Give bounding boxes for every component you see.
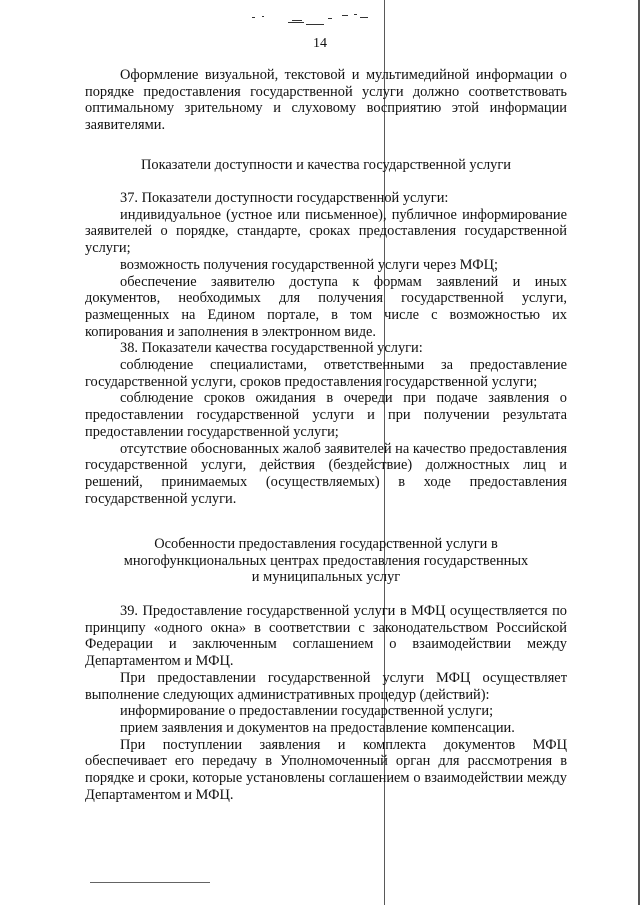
paragraph: отсутствие обоснованных жалоб заявителей на качество предоставления государственной услуги, действия (бездействие) должностных лиц и решений, принимаемых (осуществляемых) в ходе предоставления государственной услуги. bbox=[85, 440, 568, 507]
paragraph: информирование о предоставлении государственной услуги; bbox=[120, 703, 494, 720]
section-heading-accessibility bbox=[85, 157, 567, 174]
scan-noise bbox=[230, 8, 380, 30]
paragraph: обеспечение заявителю доступа к формам заявлений и иных документов, необходимых для получения государственной услуги, размещенных на Едином портале, в том числе с возможностью их копирования и заполнения в электронном виде. bbox=[85, 273, 567, 340]
mfc-block bbox=[85, 603, 567, 803]
section-heading-mfc bbox=[85, 536, 567, 586]
paragraph: прием заявления и документов на предоставление компенсации. bbox=[120, 719, 515, 736]
paragraph: Оформление визуальной, текстовой и мультимедийной информации о порядке предоставления государственной услуги должно соответствовать оптимальному зрительному и слуховому восприятию этой информации заявителями. bbox=[85, 67, 567, 134]
heading-line: Особенности предоставления государственной услуги в bbox=[154, 536, 498, 552]
paragraph: 38. Показатели качества государственной услуги: bbox=[120, 340, 423, 357]
accessibility-quality-block bbox=[85, 190, 567, 507]
paragraph: возможность получения государственной услуги через МФЦ; bbox=[120, 256, 499, 273]
paragraph: соблюдение специалистами, ответственными за предоставление государственной услуги, сроков предоставления государственной услуги; bbox=[85, 357, 567, 390]
paragraph: 37. Показатели доступности государственной услуги: bbox=[120, 190, 449, 206]
scan-bottom-line bbox=[90, 882, 210, 883]
intro-paragraph-block bbox=[85, 67, 567, 134]
heading-line: многофункциональных центрах предоставления государственных bbox=[123, 552, 529, 569]
paragraph: При поступлении заявления и комплекта документов МФЦ обеспечивает его передачу в Уполномоченный орган для рассмотрения в порядке и сроки, которые установлены соглашением о взаимодействии между Департаментом и МФЦ. bbox=[85, 736, 567, 803]
heading-line: и муниципальных услуг bbox=[251, 569, 401, 586]
paragraph: При предоставлении государственной услуги МФЦ осуществляет выполнение следующих административных процедур (действий): bbox=[85, 669, 567, 703]
paragraph: индивидуальное (устное или письменное), публичное информирование заявителей о порядке, стандарте, сроках предоставления государственной услуги; bbox=[85, 206, 567, 257]
paragraph: соблюдение сроков ожидания в очереди при подаче заявления о предоставлении государственной услуги и при получении результата предоставлении государственной услуги; bbox=[85, 390, 567, 440]
heading-line: Показатели доступности и качества государственной услуги bbox=[141, 157, 511, 173]
page-number: 14 bbox=[313, 36, 327, 51]
paragraph: 39. Предоставление государственной услуги в МФЦ осуществляется по принципу «одного окна» в соответствии с законодательством Российской Федерации и заключенным соглашением о взаимодействии между Департаментом и МФЦ. bbox=[85, 603, 567, 670]
